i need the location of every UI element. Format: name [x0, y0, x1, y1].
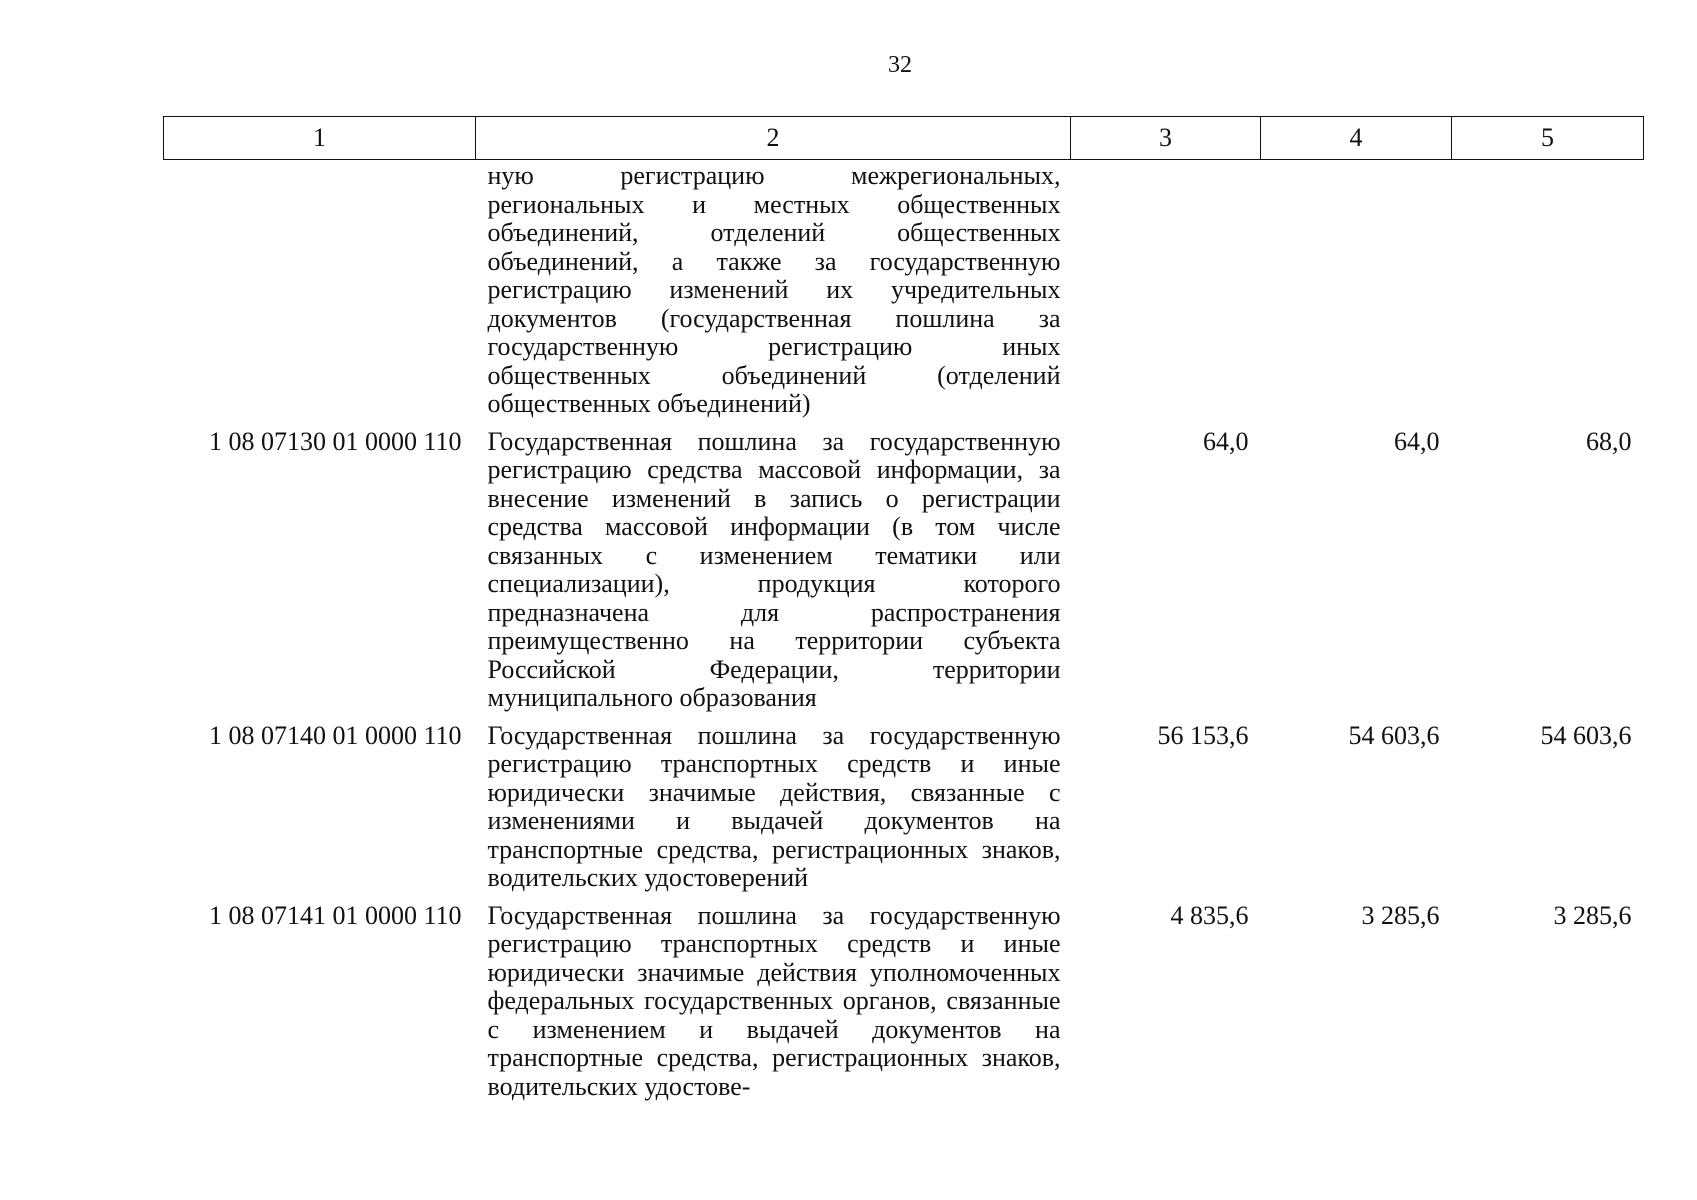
row-value-5	[1452, 160, 1644, 428]
table-row	[164, 902, 1644, 1111]
row-value-3: 4 835,6	[1170, 900, 1249, 930]
row-code: 1 08 07141 01 0000 110	[208, 900, 462, 930]
row-code	[164, 160, 476, 428]
row-value-3: 56 153,6	[1157, 720, 1249, 750]
row-value-5: 54 603,6	[1540, 720, 1632, 750]
row-value-3	[1071, 160, 1261, 428]
row-value-5: 3 285,6	[1553, 900, 1632, 930]
row-name: Государственная пошлина за государственную регистрацию транспортных средств и иные юридически значимые действия уполномоченных федеральных государственных органов, связанные с изменением и выдачей документов на транспортные средства, регистрационных знаков, водительских удостове-	[487, 900, 1061, 1101]
header-col-4: 4	[1261, 117, 1452, 160]
row-code: 1 08 07130 01 0000 110	[208, 426, 462, 456]
row-value-4: 54 603,6	[1348, 720, 1440, 750]
header-col-3: 3	[1071, 117, 1261, 160]
table-header	[164, 117, 1644, 160]
row-value-4: 64,0	[1394, 426, 1440, 456]
row-value-5: 68,0	[1586, 426, 1632, 456]
row-code: 1 08 07140 01 0000 110	[208, 720, 462, 750]
row-name: Государственная пошлина за государственную регистрацию транспортных средств и иные юридически значимые действия, связанные с изменениями и выдачей документов на транспортные средства, регистрационных знаков, водительских удостоверений	[487, 720, 1061, 892]
row-name: ную регистрацию межрегиональных, региональных и местных общественных объединений, отделений общественных объединений, а также за государственную регистрацию изменений их учредительных документов (государственная пошлина за государственную регистрацию иных общественных объединений (отделений общественных объединений)	[487, 161, 1061, 418]
row-value-4	[1261, 160, 1452, 428]
row-value-4: 3 285,6	[1361, 900, 1440, 930]
table-row	[164, 160, 1644, 428]
row-value-3: 64,0	[1203, 426, 1249, 456]
header-col-1: 1	[164, 117, 476, 160]
table-row	[164, 722, 1644, 902]
page-number: 32	[888, 52, 912, 78]
header-col-2: 2	[476, 117, 1071, 160]
table-row	[164, 428, 1644, 722]
budget-table	[163, 116, 1644, 1110]
table-body	[164, 160, 1644, 1111]
row-name: Государственная пошлина за государственную регистрацию средства массовой информации, за внесение изменений в запись о регистрации средства массовой информации (в том числе связанных с изменением тематики или специализации), продукция которого предназначена для распространения преимущественно на территории субъекта Российской Федерации, территории муниципального образования	[487, 426, 1061, 712]
header-row	[164, 117, 1644, 160]
header-col-5: 5	[1452, 117, 1644, 160]
